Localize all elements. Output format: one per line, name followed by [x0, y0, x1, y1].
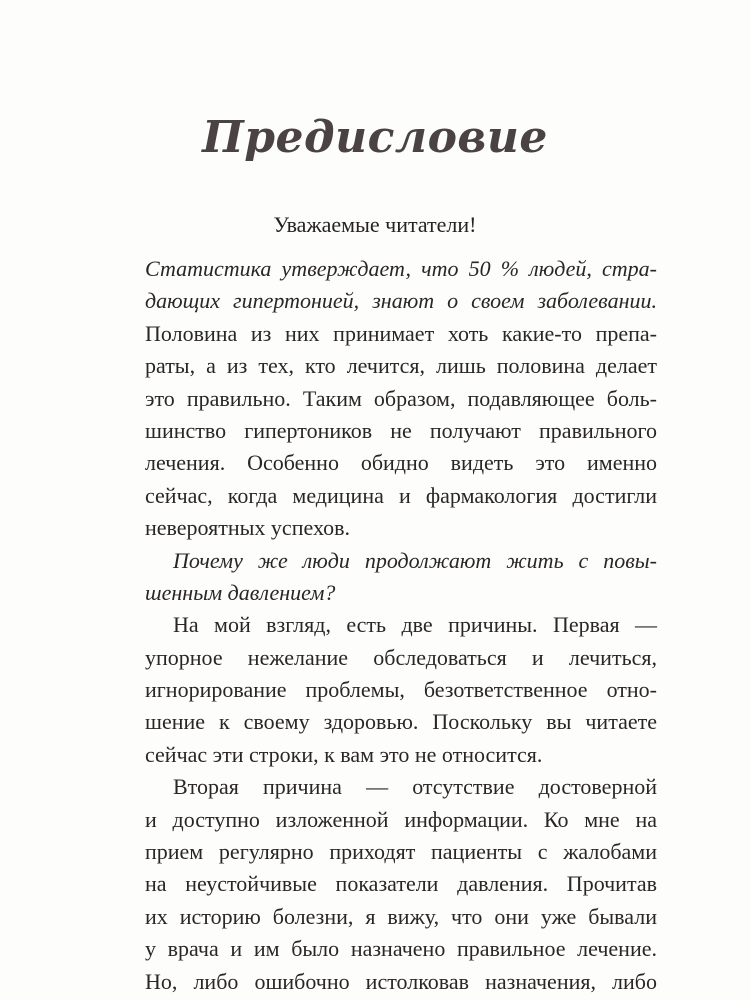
text-line: Почему же люди продолжают жить с повы- [173, 547, 657, 573]
text-line: невероятных успехов. [145, 515, 350, 541]
text-line: лечения. Особенно обидно видеть это именно [145, 450, 657, 476]
text-line: и доступно изложенной информации. Ко мне на [145, 806, 657, 832]
text-line: шение к своему здоровью. Поскольку вы читаете [145, 709, 657, 735]
text-line: Но, либо ошибочно истолковав назначения, либо [145, 968, 657, 994]
text-line: Половина из них принимает хоть какие-то препа- [145, 320, 657, 346]
text-line: сейчас, когда медицина и фармакология достигли [145, 482, 657, 508]
text-line: дающих гипертонией, знают о своем заболевании. [145, 288, 657, 314]
text-line: Вторая причина — отсутствие достоверной [173, 774, 657, 800]
text-line: сейчас эти строки, к вам это не относится. [145, 741, 543, 767]
text-line: шинство гипертоников не получают правильного [145, 417, 657, 443]
chapter-title: Предисловие [202, 112, 548, 163]
text-line: у врача и им было назначено правильное лечение. [145, 936, 657, 962]
text-line: прием регулярно приходят пациенты с жалобами [145, 839, 657, 865]
text-line: игнорирование проблемы, безответственное отно- [145, 677, 657, 703]
text-line: Статистика утверждает, что 50 % людей, стра- [145, 256, 657, 281]
text-line: их историю болезни, я вижу, что они уже бывали [145, 903, 657, 929]
text-line: раты, а из тех, кто лечится, лишь половина делает [145, 353, 657, 379]
text-line: На мой взгляд, есть две причины. Первая — [173, 612, 657, 638]
text-line: на неустойчивые показатели давления. Прочитав [145, 871, 657, 897]
text-line: упорное нежелание обследоваться и лечиться, [145, 644, 657, 670]
salutation: Уважаемые читатели! [273, 212, 477, 237]
text-line: шенным давлением? [145, 579, 336, 605]
text-line: это правильно. Таким образом, подавляющее боль- [145, 385, 657, 411]
body-text [145, 253, 657, 998]
